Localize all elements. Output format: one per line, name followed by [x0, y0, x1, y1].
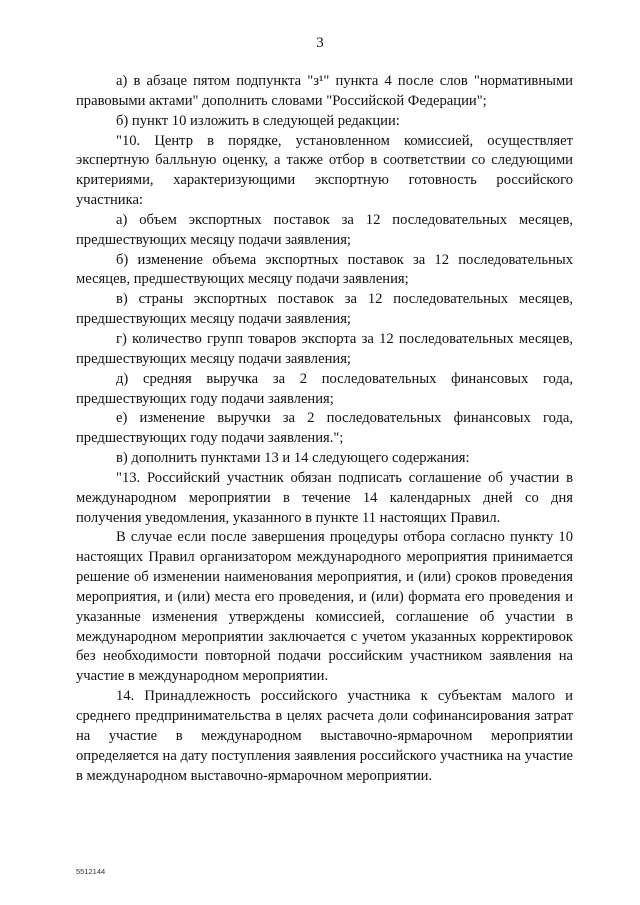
footer-document-code: 5512144 — [76, 867, 106, 876]
paragraph-criterion-a: а) объем экспортных поставок за 12 последовательных месяцев, предшествующих месяцу подачи заявления; — [76, 211, 573, 248]
paragraph-clause-13: "13. Российский участник обязан подписать соглашение об участии в международном мероприятии в течение 14 календарных дней со дня получения уведомления, указанного в пункте 11 настоящих Правил. — [76, 469, 573, 526]
paragraph-criterion-e: е) изменение выручки за 2 последовательных финансовых года, предшествующих году подачи заявления."; — [76, 410, 573, 447]
paragraph-clause-13-continued: В случае если после завершения процедуры отбора согласно пункту 10 настоящих Правил организатором международного мероприятия принимается решение об изменении наименования мероприятия, и (или) сроков проведения мероприятия, и (или) места его проведения, и (или) формата его проведения и указанные изменения утверждены комиссией, соглашение об участии в международном мероприятии заключается с учетом указанных корректировок без необходимости повторной подачи российским участником заявления на участие в международном мероприятии. — [76, 529, 573, 685]
paragraph-clause-14: 14. Принадлежность российского участника к субъектам малого и среднего предпринимательства в целях расчета доли софинансирования затрат на участие в международном выставочно-ярмарочном мероприятии определяется на дату поступления заявления российского участника на участие в международном выставочно-ярмарочном мероприятии. — [76, 688, 573, 784]
page-number: 3 — [316, 35, 324, 51]
document-body — [76, 72, 573, 786]
paragraph-criterion-g: г) количество групп товаров экспорта за 12 последовательных месяцев, предшествующих месяцу подачи заявления; — [76, 330, 573, 367]
paragraph-amendment-b: б) пункт 10 изложить в следующей редакции: — [116, 112, 400, 129]
paragraph-clause-10: "10. Центр в порядке, установленном комиссией, осуществляет экспертную балльную оценку, а также отбор в соответствии со следующими критериями, характеризующими экспортную готовность российского участника: — [76, 132, 573, 209]
paragraph-amendment-a: а) в абзаце пятом подпункта "з¹" пункта 4 после слов "нормативными правовыми актами" дополнить словами "Российской Федерации"; — [76, 73, 573, 109]
paragraph-criterion-b: б) изменение объема экспортных поставок за 12 последовательных месяцев, предшествующих месяцу подачи заявления; — [76, 251, 573, 288]
paragraph-criterion-d: д) средняя выручка за 2 последовательных финансовых года, предшествующих году подачи заявления; — [76, 370, 573, 407]
paragraph-criterion-v: в) страны экспортных поставок за 12 последовательных месяцев, предшествующих месяцу подачи заявления; — [76, 291, 573, 328]
paragraph-amendment-v: в) дополнить пунктами 13 и 14 следующего содержания: — [116, 450, 470, 467]
